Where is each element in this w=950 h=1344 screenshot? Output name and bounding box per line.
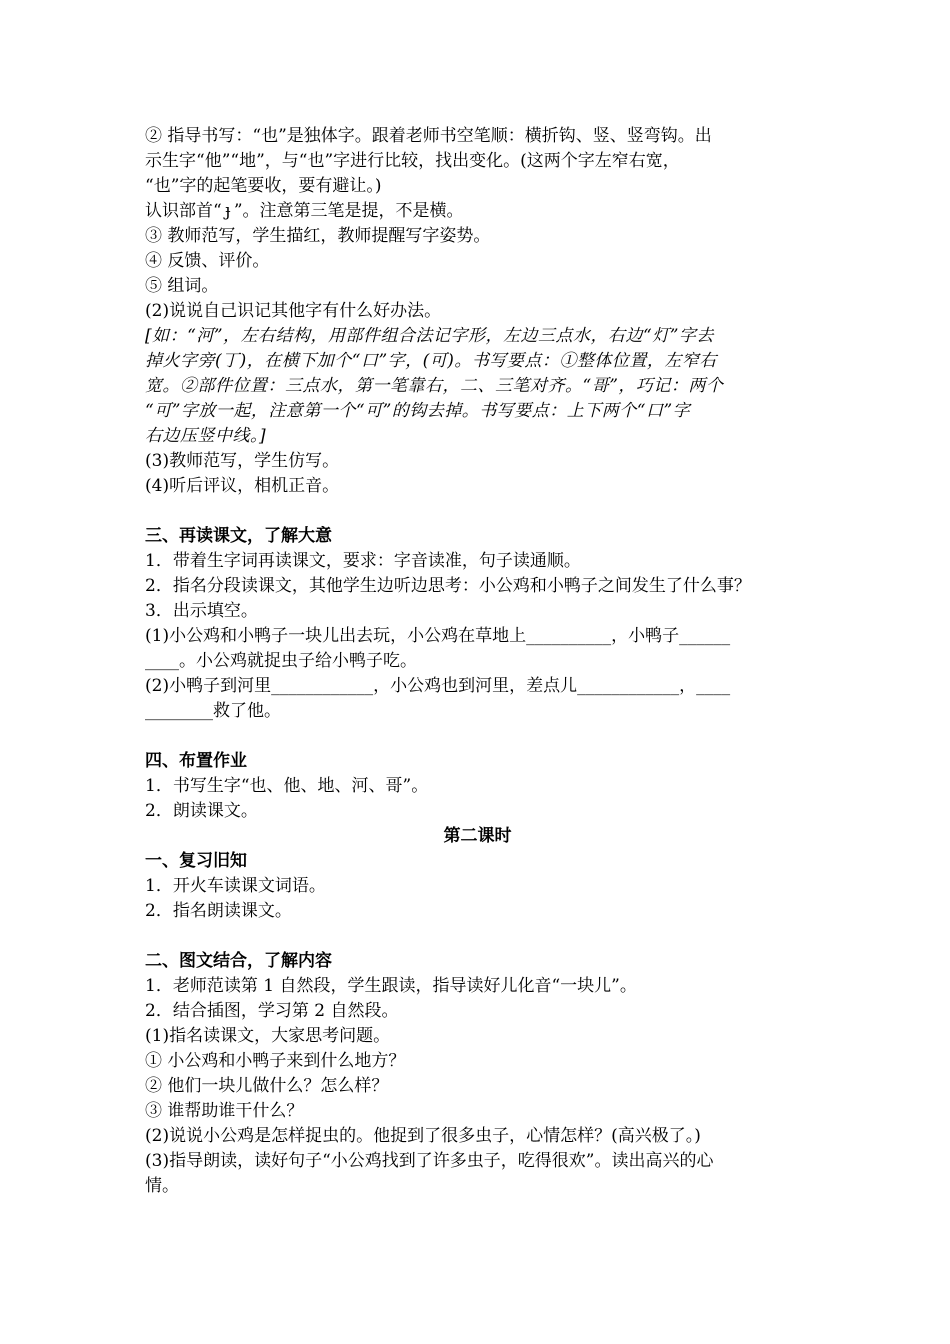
example-line-4: “可”字放一起，注意第一个“可”的钩去掉。书写要点：上下两个“口”字 (145, 401, 691, 421)
example-line-2: 掉火字旁(丁)，在横下加个“口”字，(可)。书写要点：①整体位置，左窄右 (145, 351, 717, 371)
fill-blank-1-line-2: ____。小公鸡就捉虫子给小鸭子吃。 (145, 651, 417, 671)
radical-note: 认识部首“ ɟ ”。注意第三笔是提，不是横。 (145, 201, 464, 221)
question-3: ③ 谁帮助谁干什么？ (145, 1101, 304, 1121)
section-3-line-2: 2．指名分段读课文，其他学生边听边思考：小公鸡和小鸭子之间发生了什么事？ (145, 576, 751, 596)
step-3: ③ 教师范写，学生描红，教师提醒写字姿势。 (145, 226, 491, 246)
guide-writing-line-2: 示生字“他”“地”，与“也”字进行比较，找出变化。(这两个字左窄右宽， (145, 151, 680, 171)
step-5: ⑤ 组词。 (145, 276, 219, 296)
example-line-3: 宽。②部件位置：三点水，第一笔靠右，二、三笔对齐。“哥”，巧记：两个 (145, 376, 724, 396)
document-page (145, 124, 810, 1199)
section-4-heading: 四、布置作业 (145, 751, 247, 771)
section-3-heading: 三、再读课文，了解大意 (145, 526, 332, 546)
lesson-2-section-1-heading: 一、复习旧知 (145, 851, 247, 871)
lesson-2-section-1-line-2: 2．指名朗读课文。 (145, 901, 292, 921)
example-line-1: [如：“河”，左右结构，用部件组合法记字形，左边三点水，右边“灯”字去 (145, 326, 714, 346)
lesson-2-section-2-line-3: (1)指名读课文，大家思考问题。 (145, 1026, 391, 1046)
question-1: ① 小公鸡和小鸭子来到什么地方？ (145, 1051, 406, 1071)
section-4-line-1: 1．书写生字“也、他、地、河、哥”。 (145, 776, 429, 796)
step-4: ④ 反馈、评价。 (145, 251, 270, 271)
fill-blank-1-line-1: (1)小公鸡和小鸭子一块儿出去玩，小公鸡在草地上__________，小鸭子______ (145, 626, 731, 646)
item-2: (2)说说自己识记其他字有什么好办法。 (145, 301, 442, 321)
lesson-2-section-2-line-4: (2)说说小公鸡是怎样捉虫的。他捉到了很多虫子，心情怎样？(高兴极了。) (145, 1126, 701, 1146)
fill-blank-2-line-1: (2)小鸭子到河里____________，小公鸡也到河里，差点儿____________，____ (145, 676, 731, 696)
question-2: ② 他们一块儿做什么？怎么样？ (145, 1076, 389, 1096)
lesson-2-section-2-line-2: 2．结合插图，学习第 2 自然段。 (145, 1001, 399, 1021)
fill-blank-2-line-2: ________救了他。 (145, 701, 281, 721)
lesson-2-section-1-line-1: 1．开火车读课文词语。 (145, 876, 326, 896)
section-3-line-3: 3．出示填空。 (145, 601, 258, 621)
section-4-line-2: 2．朗读课文。 (145, 801, 258, 821)
lesson-2-section-2-line-1: 1．老师范读第 1 自然段，学生跟读，指导读好儿化音“一块儿”。 (145, 976, 637, 996)
lesson-2-section-2-line-5: (3)指导朗读，读好句子“小公鸡找到了许多虫子，吃得很欢”。读出高兴的心 (145, 1151, 714, 1171)
lesson-2-section-2-heading: 二、图文结合，了解内容 (145, 951, 332, 971)
guide-writing-line-3: “也”字的起笔要收，要有避让。) (145, 176, 382, 196)
guide-writing-line-1: ② 指导书写：“也”是独体字。跟着老师书空笔顺：横折钩、竖、竖弯钩。出 (145, 126, 712, 146)
lesson-2-title: 第二课时 (443, 826, 512, 846)
item-3: (3)教师范写，学生仿写。 (145, 451, 340, 471)
lesson-2-section-2-line-6: 情。 (145, 1176, 179, 1196)
section-3-line-1: 1．带着生字词再读课文，要求：字音读准，句子读通顺。 (145, 551, 581, 571)
example-line-5: 右边压竖中线。] (145, 426, 267, 446)
item-4: (4)听后评议，相机正音。 (145, 476, 340, 496)
